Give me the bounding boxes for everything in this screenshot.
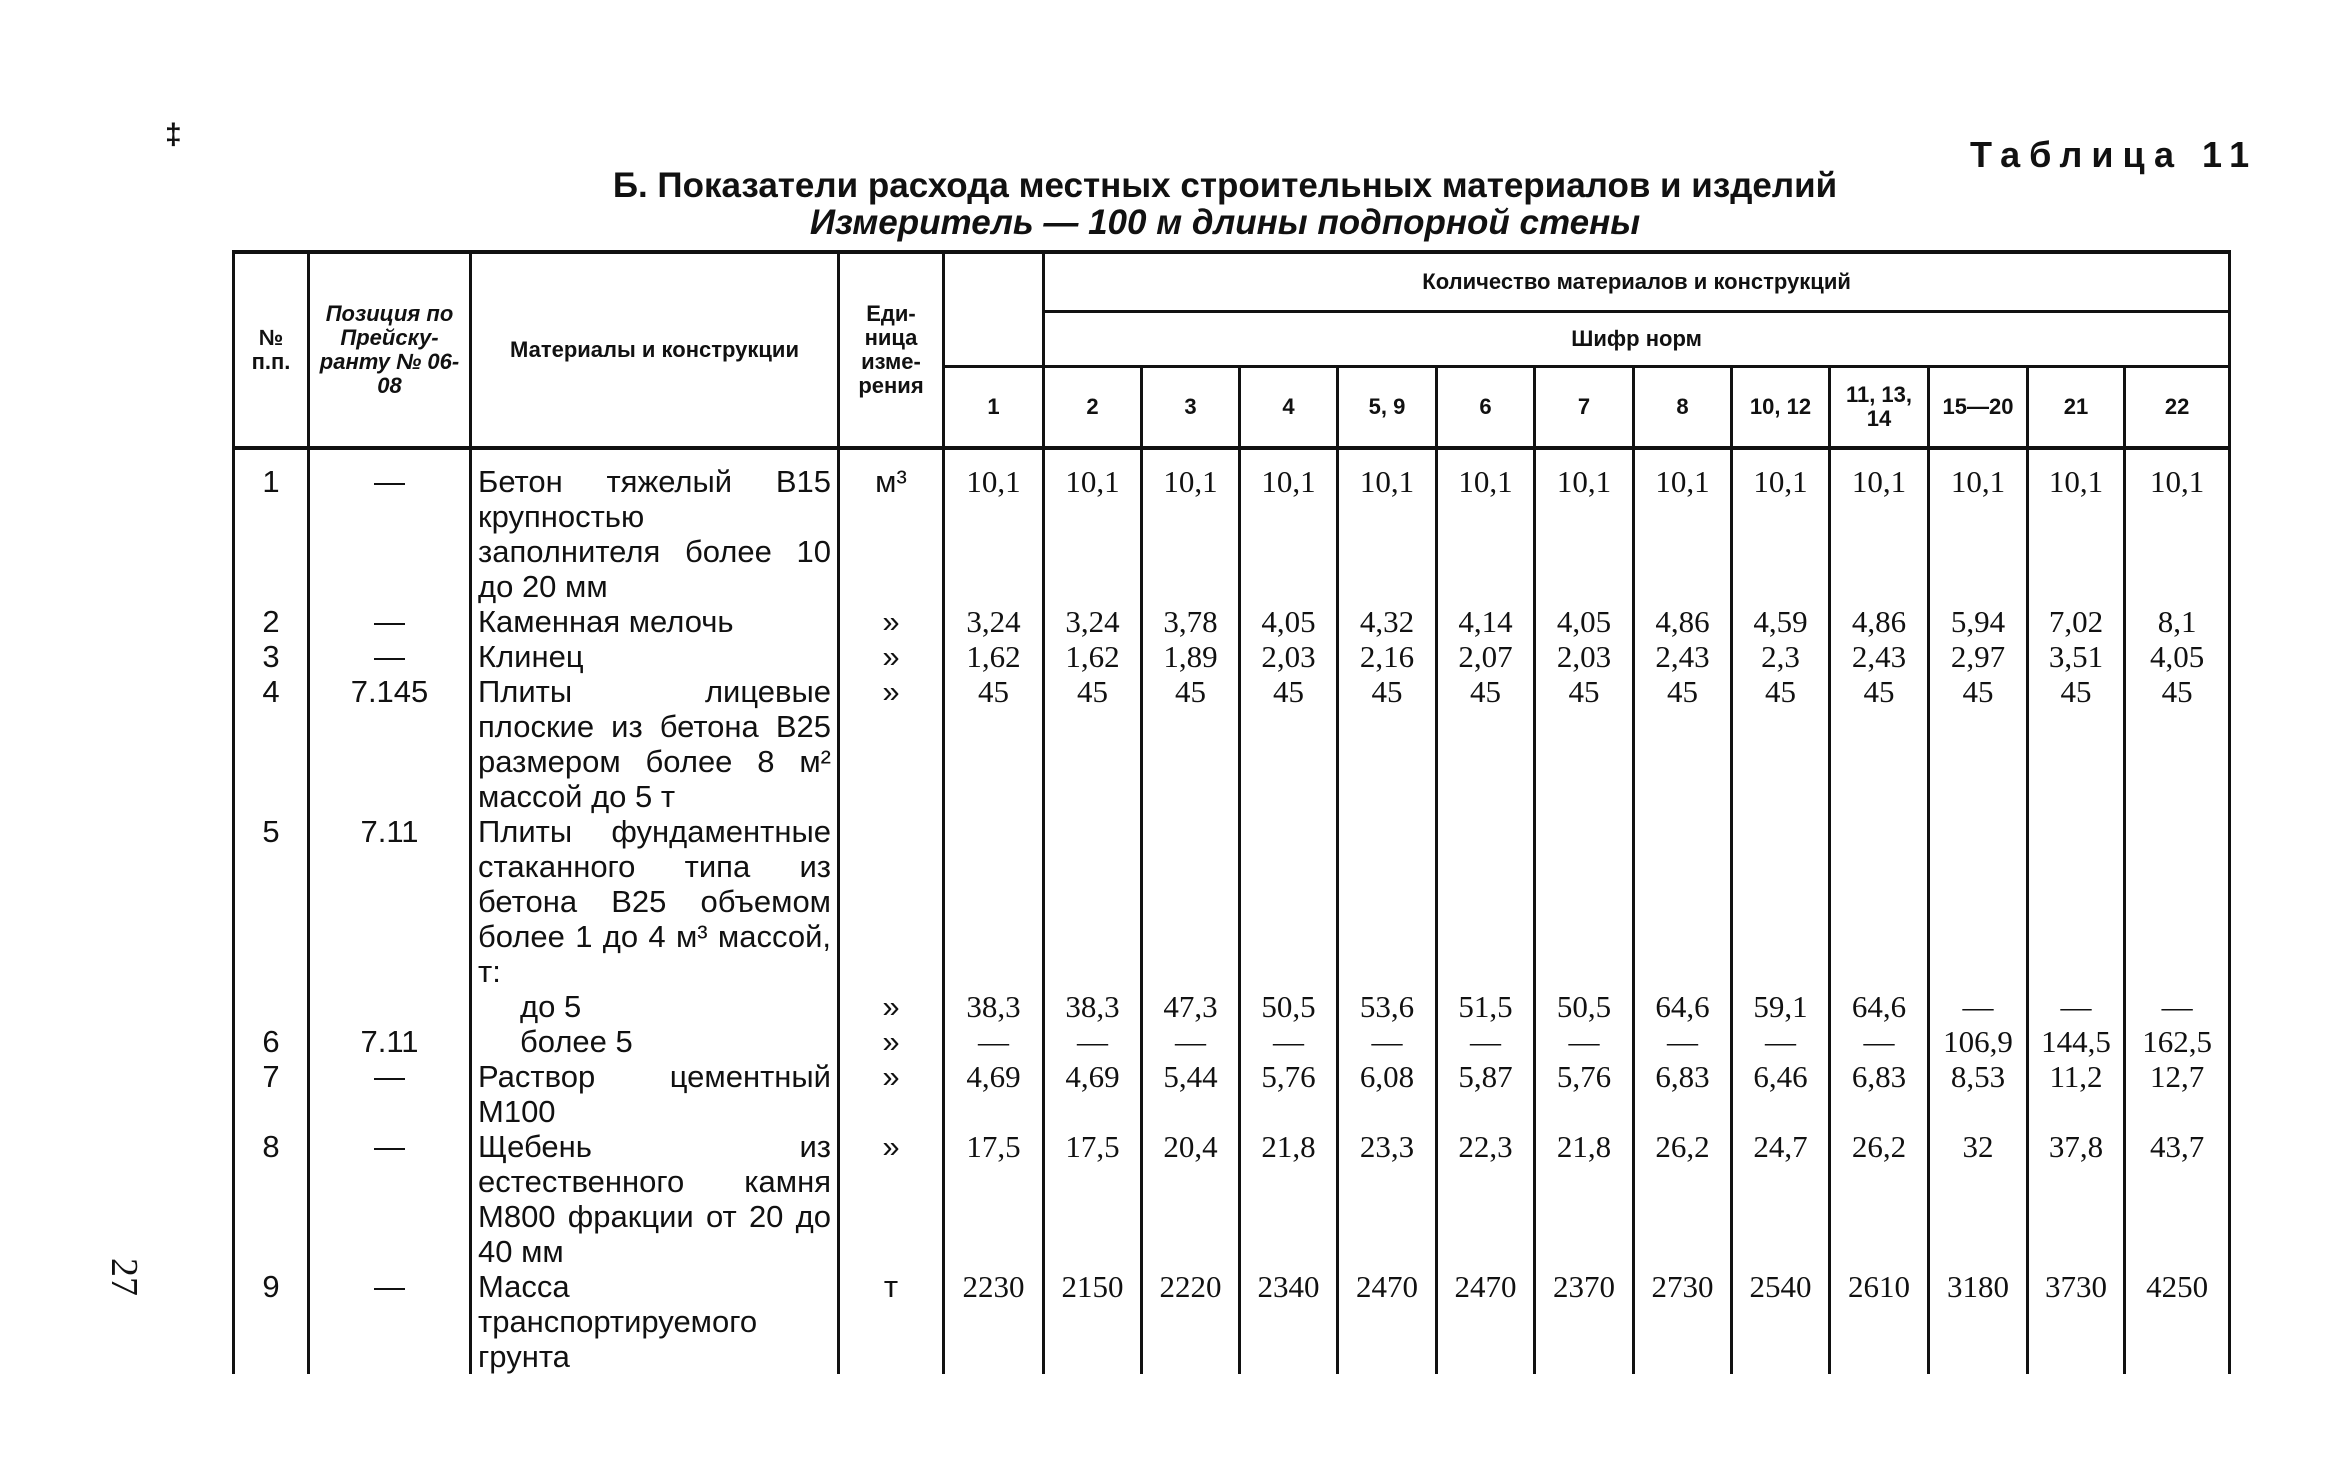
row-value	[2028, 814, 2125, 989]
table-row	[234, 448, 2230, 604]
row-unit: »	[839, 639, 944, 674]
row-value: 6,46	[1732, 1059, 1830, 1129]
table-number-label: Таблица 11	[1970, 134, 2259, 175]
table-subtitle: Измеритель — 100 м длины подпорной стены	[809, 203, 1641, 242]
row-value: 10,1	[1240, 448, 1338, 604]
row-value: 51,5	[1437, 989, 1535, 1024]
row-number	[234, 989, 309, 1024]
header-num: № п.п.	[234, 252, 309, 448]
row-value: 2,03	[1240, 639, 1338, 674]
row-value: 2220	[1142, 1269, 1240, 1374]
row-value: 5,44	[1142, 1059, 1240, 1129]
row-value: 3,24	[1044, 604, 1142, 639]
row-value	[1535, 814, 1634, 989]
row-value: 45	[1535, 674, 1634, 814]
row-value	[1732, 814, 1830, 989]
header-position: Позиция по Прейску-ранту № 06-08	[309, 252, 471, 448]
row-value: 64,6	[1634, 989, 1732, 1024]
row-value: 17,5	[1044, 1129, 1142, 1269]
row-value: 4,05	[1535, 604, 1634, 639]
row-value: 3180	[1929, 1269, 2028, 1374]
row-unit: »	[839, 1024, 944, 1059]
row-value: 4,05	[2125, 639, 2230, 674]
row-value: 2470	[1338, 1269, 1437, 1374]
row-position	[309, 989, 471, 1024]
row-value: 38,3	[944, 989, 1044, 1024]
row-value: 26,2	[1634, 1129, 1732, 1269]
row-value: 23,3	[1338, 1129, 1437, 1269]
row-value: 38,3	[1044, 989, 1142, 1024]
row-unit: т	[839, 1269, 944, 1374]
column-code-header: 21	[2028, 367, 2125, 449]
row-value: 6,83	[1634, 1059, 1732, 1129]
row-value	[1929, 814, 2028, 989]
row-value: 1,89	[1142, 639, 1240, 674]
row-value: 50,5	[1535, 989, 1634, 1024]
row-value: —	[1240, 1024, 1338, 1059]
row-value: 4,14	[1437, 604, 1535, 639]
row-value: —	[2125, 989, 2230, 1024]
row-value: 10,1	[2028, 448, 2125, 604]
row-value: —	[944, 1024, 1044, 1059]
row-value: 10,1	[1732, 448, 1830, 604]
row-material: более 5	[471, 1024, 839, 1059]
row-value: 162,5	[2125, 1024, 2230, 1059]
header-empty-cell	[944, 252, 1044, 367]
row-value: —	[1830, 1024, 1929, 1059]
row-value: —	[1142, 1024, 1240, 1059]
row-unit	[839, 814, 944, 989]
row-value: 4,05	[1240, 604, 1338, 639]
row-value: 2370	[1535, 1269, 1634, 1374]
row-value: 1,62	[944, 639, 1044, 674]
row-value: 2,16	[1338, 639, 1437, 674]
row-value: 10,1	[1044, 448, 1142, 604]
row-value: 10,1	[944, 448, 1044, 604]
row-value: 45	[1732, 674, 1830, 814]
header-unit: Еди-ница изме-рения	[839, 252, 944, 448]
row-value: —	[1044, 1024, 1142, 1059]
row-number: 3	[234, 639, 309, 674]
row-value: 2,43	[1634, 639, 1732, 674]
row-value: 24,7	[1732, 1129, 1830, 1269]
row-value: 22,3	[1437, 1129, 1535, 1269]
row-value	[1634, 814, 1732, 989]
row-value: 10,1	[2125, 448, 2230, 604]
row-material: Масса транспортируемого грунта	[471, 1269, 839, 1374]
row-number: 4	[234, 674, 309, 814]
row-value: 5,94	[1929, 604, 2028, 639]
table-row	[234, 814, 2230, 989]
row-value: 144,5	[2028, 1024, 2125, 1059]
row-value: 59,1	[1732, 989, 1830, 1024]
row-value: 43,7	[2125, 1129, 2230, 1269]
row-value: 21,8	[1240, 1129, 1338, 1269]
row-position: —	[309, 1129, 471, 1269]
row-value: 5,76	[1535, 1059, 1634, 1129]
table-row	[234, 1024, 2230, 1059]
row-value: 2340	[1240, 1269, 1338, 1374]
row-material: Бетон тяжелый В15 крупностью заполнителя более 10 до 20 мм	[471, 448, 839, 604]
row-value: 45	[1142, 674, 1240, 814]
row-position: —	[309, 448, 471, 604]
row-value: 47,3	[1142, 989, 1240, 1024]
table-row	[234, 1129, 2230, 1269]
row-material: Щебень из естественного камня М800 фракции от 20 до 40 мм	[471, 1129, 839, 1269]
row-value: 3,51	[2028, 639, 2125, 674]
row-material: Клинец	[471, 639, 839, 674]
row-number: 1	[234, 448, 309, 604]
row-unit: »	[839, 1059, 944, 1129]
row-value: 45	[1338, 674, 1437, 814]
row-number: 2	[234, 604, 309, 639]
row-value: 2150	[1044, 1269, 1142, 1374]
row-position: —	[309, 639, 471, 674]
row-value: 6,83	[1830, 1059, 1929, 1129]
row-unit: »	[839, 1129, 944, 1269]
row-value: 12,7	[2125, 1059, 2230, 1129]
row-value: 4,59	[1732, 604, 1830, 639]
row-value: —	[1929, 989, 2028, 1024]
column-code-header: 10, 12	[1732, 367, 1830, 449]
row-value: 2,03	[1535, 639, 1634, 674]
row-unit: м³	[839, 448, 944, 604]
row-value: 53,6	[1338, 989, 1437, 1024]
row-value: 2730	[1634, 1269, 1732, 1374]
column-code-header: 8	[1634, 367, 1732, 449]
column-code-header: 15—20	[1929, 367, 2028, 449]
column-code-header: 22	[2125, 367, 2230, 449]
row-value: 2540	[1732, 1269, 1830, 1374]
table-row	[234, 604, 2230, 639]
row-value: 4,86	[1830, 604, 1929, 639]
row-value: 17,5	[944, 1129, 1044, 1269]
row-value	[1240, 814, 1338, 989]
row-value: 2610	[1830, 1269, 1929, 1374]
row-value: 2,07	[1437, 639, 1535, 674]
row-value	[1830, 814, 1929, 989]
table-row	[234, 639, 2230, 674]
row-value: 3,24	[944, 604, 1044, 639]
row-value: 10,1	[1535, 448, 1634, 604]
row-value: 3730	[2028, 1269, 2125, 1374]
row-value: —	[1535, 1024, 1634, 1059]
row-value	[1142, 814, 1240, 989]
row-value: 2230	[944, 1269, 1044, 1374]
row-value: 7,02	[2028, 604, 2125, 639]
row-number: 7	[234, 1059, 309, 1129]
row-value: 21,8	[1535, 1129, 1634, 1269]
materials-table	[232, 250, 2231, 1374]
row-value: 106,9	[1929, 1024, 2028, 1059]
row-value	[1338, 814, 1437, 989]
row-value: 45	[2125, 674, 2230, 814]
header-codes: Шифр норм	[1044, 312, 2230, 367]
column-code-header: 7	[1535, 367, 1634, 449]
row-value: —	[1437, 1024, 1535, 1059]
row-value	[1044, 814, 1142, 989]
row-position: 7.11	[309, 814, 471, 989]
table-body	[234, 448, 2230, 1374]
row-material: Плиты фундаментные стаканного типа из бетона В25 объемом более 1 до 4 м³ массой, т:	[471, 814, 839, 989]
row-value: 37,8	[2028, 1129, 2125, 1269]
column-code-header: 1	[944, 367, 1044, 449]
row-position: 7.145	[309, 674, 471, 814]
column-code-header: 5, 9	[1338, 367, 1437, 449]
row-value: 4,69	[944, 1059, 1044, 1129]
row-position: —	[309, 1059, 471, 1129]
row-unit: »	[839, 989, 944, 1024]
column-code-header: 2	[1044, 367, 1142, 449]
row-number: 6	[234, 1024, 309, 1059]
row-position: —	[309, 604, 471, 639]
row-value: 1,62	[1044, 639, 1142, 674]
row-value: 32	[1929, 1129, 2028, 1269]
row-value: 45	[1044, 674, 1142, 814]
row-value: 4,69	[1044, 1059, 1142, 1129]
row-value: —	[1338, 1024, 1437, 1059]
row-value: 45	[2028, 674, 2125, 814]
table-row	[234, 674, 2230, 814]
row-value: 2,43	[1830, 639, 1929, 674]
row-value: 50,5	[1240, 989, 1338, 1024]
row-value: 2,3	[1732, 639, 1830, 674]
table-title: Б. Показатели расхода местных строительных материалов и изделий	[612, 166, 1838, 205]
row-value: 4,32	[1338, 604, 1437, 639]
row-value: 2470	[1437, 1269, 1535, 1374]
row-value: 5,76	[1240, 1059, 1338, 1129]
row-value: 3,78	[1142, 604, 1240, 639]
row-material: Каменная мелочь	[471, 604, 839, 639]
row-value: 45	[1830, 674, 1929, 814]
row-value: 45	[944, 674, 1044, 814]
row-number: 9	[234, 1269, 309, 1374]
column-code-header: 6	[1437, 367, 1535, 449]
row-value: 6,08	[1338, 1059, 1437, 1129]
row-value: —	[2028, 989, 2125, 1024]
column-code-header: 3	[1142, 367, 1240, 449]
row-unit: »	[839, 674, 944, 814]
row-value: 26,2	[1830, 1129, 1929, 1269]
page-number: 27	[103, 1258, 145, 1296]
row-material: до 5	[471, 989, 839, 1024]
row-value: 8,1	[2125, 604, 2230, 639]
row-value: 4250	[2125, 1269, 2230, 1374]
row-material: Плиты лицевые плоские из бетона В25 размером более 8 м² массой до 5 т	[471, 674, 839, 814]
row-number: 8	[234, 1129, 309, 1269]
page-corner-mark: ‡	[165, 118, 182, 151]
table-row	[234, 1269, 2230, 1374]
row-value: 10,1	[1338, 448, 1437, 604]
row-value	[1437, 814, 1535, 989]
row-unit: »	[839, 604, 944, 639]
row-value: 45	[1240, 674, 1338, 814]
row-value: 10,1	[1830, 448, 1929, 604]
row-value: 45	[1929, 674, 2028, 814]
row-value: —	[1634, 1024, 1732, 1059]
row-value: 11,2	[2028, 1059, 2125, 1129]
row-number: 5	[234, 814, 309, 989]
row-value	[944, 814, 1044, 989]
column-code-header: 4	[1240, 367, 1338, 449]
row-value: 4,86	[1634, 604, 1732, 639]
row-value: 64,6	[1830, 989, 1929, 1024]
header-quantity: Количество материалов и конструкций	[1044, 252, 2230, 312]
row-value: 10,1	[1142, 448, 1240, 604]
row-value: 8,53	[1929, 1059, 2028, 1129]
row-value: 10,1	[1437, 448, 1535, 604]
row-value: 45	[1634, 674, 1732, 814]
row-value: 20,4	[1142, 1129, 1240, 1269]
table-row	[234, 1059, 2230, 1129]
header-materials: Материалы и конструкции	[471, 252, 839, 448]
row-value	[2125, 814, 2230, 989]
row-value: 5,87	[1437, 1059, 1535, 1129]
table-row	[234, 989, 2230, 1024]
row-value: —	[1732, 1024, 1830, 1059]
row-position: 7.11	[309, 1024, 471, 1059]
column-code-header: 11, 13, 14	[1830, 367, 1929, 449]
row-position: —	[309, 1269, 471, 1374]
row-value: 10,1	[1929, 448, 2028, 604]
row-material: Раствор цементный М100	[471, 1059, 839, 1129]
row-value: 45	[1437, 674, 1535, 814]
row-value: 10,1	[1634, 448, 1732, 604]
row-value: 2,97	[1929, 639, 2028, 674]
